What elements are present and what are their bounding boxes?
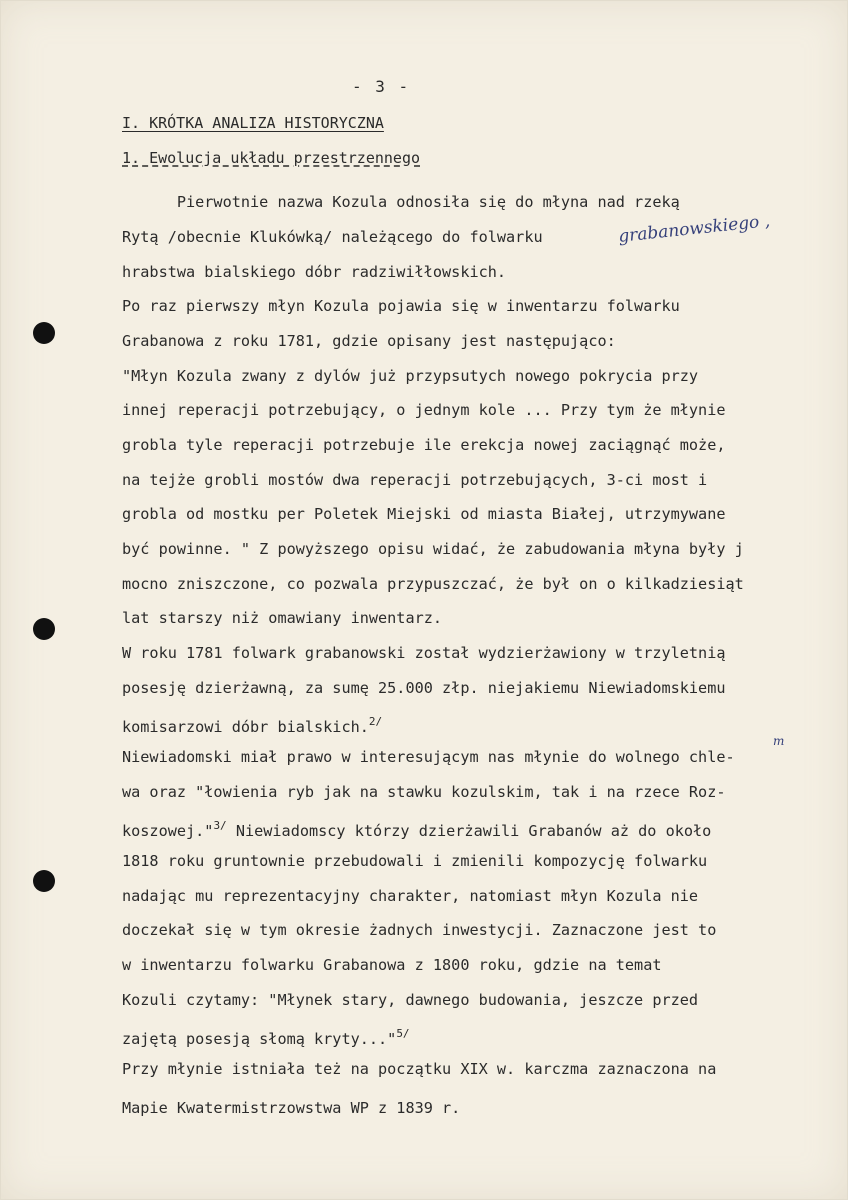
text-line: Po raz pierwszy młyn Kozula pojawia się w inwentarzu folwarku (122, 297, 680, 315)
text-line: być powinne. " Z powyższego opisu widać, że zabudowania młyna były j (122, 540, 744, 558)
text-line: mocno zniszczone, co pozwala przypuszczać, że był on o kilkadziesiąt (122, 575, 744, 593)
text-span: komisarzowi dóbr bialskich. (122, 718, 369, 736)
text-line: Pierwotnie nazwa Kozula odnosiła się do młyna nad rzeką (122, 193, 680, 211)
text-line: grobla tyle reperacji potrzebuje ile erekcja nowej zaciągnąć może, (122, 436, 726, 454)
text-span: koszowej." (122, 822, 214, 840)
text-line: W roku 1781 folwark grabanowski został wydzierżawiony w trzyletnią (122, 644, 726, 662)
footnote-ref: 2/ (368, 715, 383, 728)
punch-hole (33, 322, 55, 344)
handwritten-annotation: grabanowskiego , (617, 211, 771, 247)
text-line: 1818 roku gruntownie przebudowali i zmienili kompozycję folwarku (122, 852, 708, 870)
text-line (122, 1024, 410, 1049)
text-line: "Młyn Kozula zwany z dylów już przypsutych nowego pokrycia przy (122, 367, 699, 385)
text-line: doczekał się w tym okresie żadnych inwestycji. Zaznaczone jest to (122, 921, 717, 939)
text-line: innej reperacji potrzebujący, o jednym kole ... Przy tym że młynie (122, 401, 726, 419)
subsection-heading: 1. Ewolucja układu przestrzennego (122, 149, 421, 167)
punch-hole (33, 870, 55, 892)
page-number: - 3 - (352, 77, 411, 96)
text-line (122, 712, 382, 737)
text-line: wa oraz "łowienia ryb jak na stawku kozulskim, tak i na rzece Roz- (122, 783, 726, 801)
footnote-ref: 3/ (213, 819, 227, 832)
text-line: hrabstwa bialskiego dóbr radziwiłłowskich. (122, 263, 507, 281)
text-line: Kozuli czytamy: "Młynek stary, dawnego budowania, jeszcze przed (122, 991, 699, 1009)
footnote-ref: 5/ (396, 1027, 410, 1040)
text-line: Niewiadomski miał prawo w interesującym nas młynie do wolnego chle- (122, 748, 735, 766)
section-heading: I. KRÓTKA ANALIZA HISTORYCZNA (122, 114, 384, 132)
text-span: zajętą posesją słomą kryty..." (122, 1030, 397, 1048)
text-line: Przy młynie istniała też na początku XIX w. karczma zaznaczona na (122, 1060, 717, 1078)
text-line (122, 816, 711, 841)
text-line: posesję dzierżawną, za sumę 25.000 złp. niejakiemu Niewiadomskiemu (122, 679, 726, 697)
text-line: Grabanowa z roku 1781, gdzie opisany jest następująco: (122, 332, 616, 350)
text-line: grobla od mostku per Poletek Miejski od miasta Białej, utrzymywane (122, 505, 726, 523)
text-line: w inwentarzu folwarku Grabanowa z 1800 roku, gdzie na temat (122, 956, 662, 974)
handwritten-correction: m (773, 734, 785, 748)
text-line: Rytą /obecnie Klukówką/ należącego do folwarku (122, 228, 543, 246)
text-span: Niewiadomscy którzy dzierżawili Grabanów aż do około (226, 822, 712, 840)
punch-hole (33, 618, 55, 640)
text-line: Mapie Kwatermistrzowstwa WP z 1839 r. (122, 1099, 461, 1117)
text-line: lat starszy niż omawiany inwentarz. (122, 609, 443, 627)
text-line: nadając mu reprezentacyjny charakter, natomiast młyn Kozula nie (122, 887, 699, 905)
text-line: na tejże grobli mostów dwa reperacji potrzebujących, 3-ci most i (122, 471, 708, 489)
